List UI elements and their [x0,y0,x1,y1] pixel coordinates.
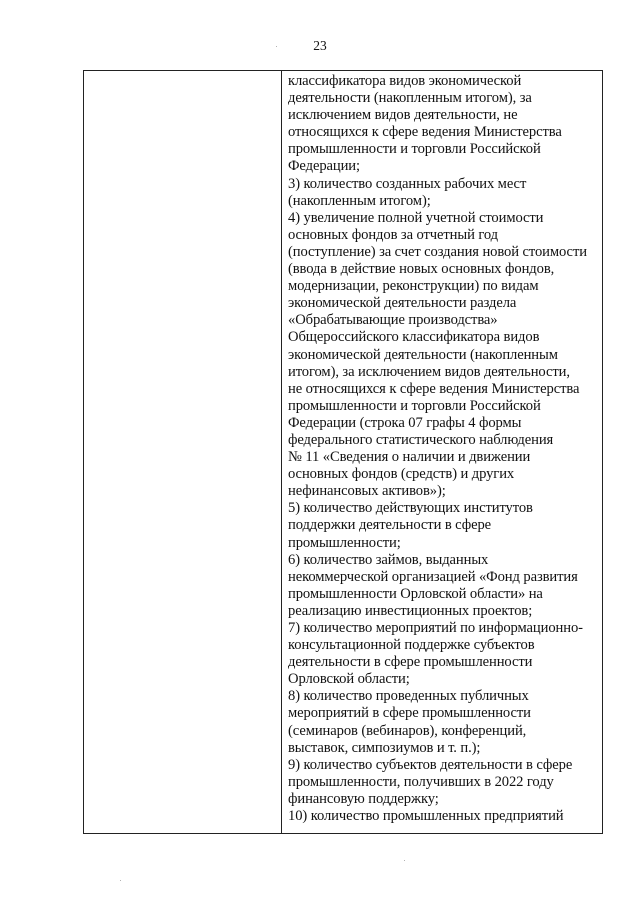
text-line: 4) увеличение полной учетной стоимости [288,209,544,226]
text-line: не относящихся к сфере ведения Министерства [288,380,580,397]
text-line: (поступление) за счет создания новой стоимости [288,243,587,260]
document-table [83,70,603,834]
text-line: промышленности и торговли Российской [288,141,541,158]
text-line: промышленности Орловской области» на [288,585,543,602]
text-line: 5) количество действующих институтов [288,500,533,517]
text-line: классификатора видов экономической [288,73,522,89]
text-line: модернизации, реконструкции) по видам [288,278,539,295]
scan-speck [120,880,121,881]
text-line: консультационной поддержке субъектов [288,637,535,654]
text-line: поддержки деятельности в сфере [288,517,492,534]
text-line: (накопленным итогом); [288,192,431,209]
text-line: нефинансовых активов»); [288,483,446,500]
text-line: промышленности и торговли Российской [288,397,541,414]
text-line: реализацию инвестиционных проектов; [288,602,533,619]
text-line: итогом), за исключением видов деятельности, [288,363,570,380]
text-line: основных фондов (средств) и других [288,466,515,483]
text-line: Федерации (строка 07 графы 4 формы [288,414,522,431]
table-left-cell [84,71,282,833]
text-line: 7) количество мероприятий по информационно- [288,620,583,636]
text-line: № 11 «Сведения о наличии и движении [288,449,531,466]
text-line: промышленности; [288,534,401,551]
text-line: Федерации; [288,158,360,175]
text-line: Орловской области; [288,671,410,688]
text-line: Общероссийского классификатора видов [288,329,540,346]
text-line: «Обрабатывающие производства» [288,312,498,329]
text-line: деятельности (накопленным итогом), за [288,90,532,107]
text-line: основных фондов за отчетный год [288,226,498,243]
scan-speck [276,46,277,47]
table-right-cell [288,73,602,833]
text-line: 6) количество займов, выданных [288,551,489,568]
text-line: экономической деятельности раздела [288,295,517,312]
text-line: финансовую поддержку; [288,790,439,807]
text-line: выставок, симпозиумов и т. п.); [288,739,481,756]
page-number: 23 [313,38,327,53]
text-line: промышленности, получивших в 2022 году [288,773,554,790]
text-line: относящихся к сфере ведения Министерства [288,124,562,141]
text-line: (ввода в действие новых основных фондов, [288,261,555,278]
text-line: 3) количество созданных рабочих мест [288,175,527,192]
text-line: 10) количество промышленных предприятий [288,808,564,825]
text-line: некоммерческой организацией «Фонд развития [288,568,578,585]
text-line: деятельности в сфере промышленности [288,654,533,671]
scan-speck [404,860,405,861]
text-line: (семинаров (вебинаров), конференций, [288,722,527,739]
text-line: 9) количество субъектов деятельности в сфере [288,756,573,773]
text-line: федерального статистического наблюдения [288,431,554,448]
text-line: мероприятий в сфере промышленности [288,705,531,722]
text-line: исключением видов деятельности, не [288,107,518,124]
text-line: 8) количество проведенных публичных [288,688,529,705]
text-line: экономической деятельности (накопленным [288,346,558,363]
